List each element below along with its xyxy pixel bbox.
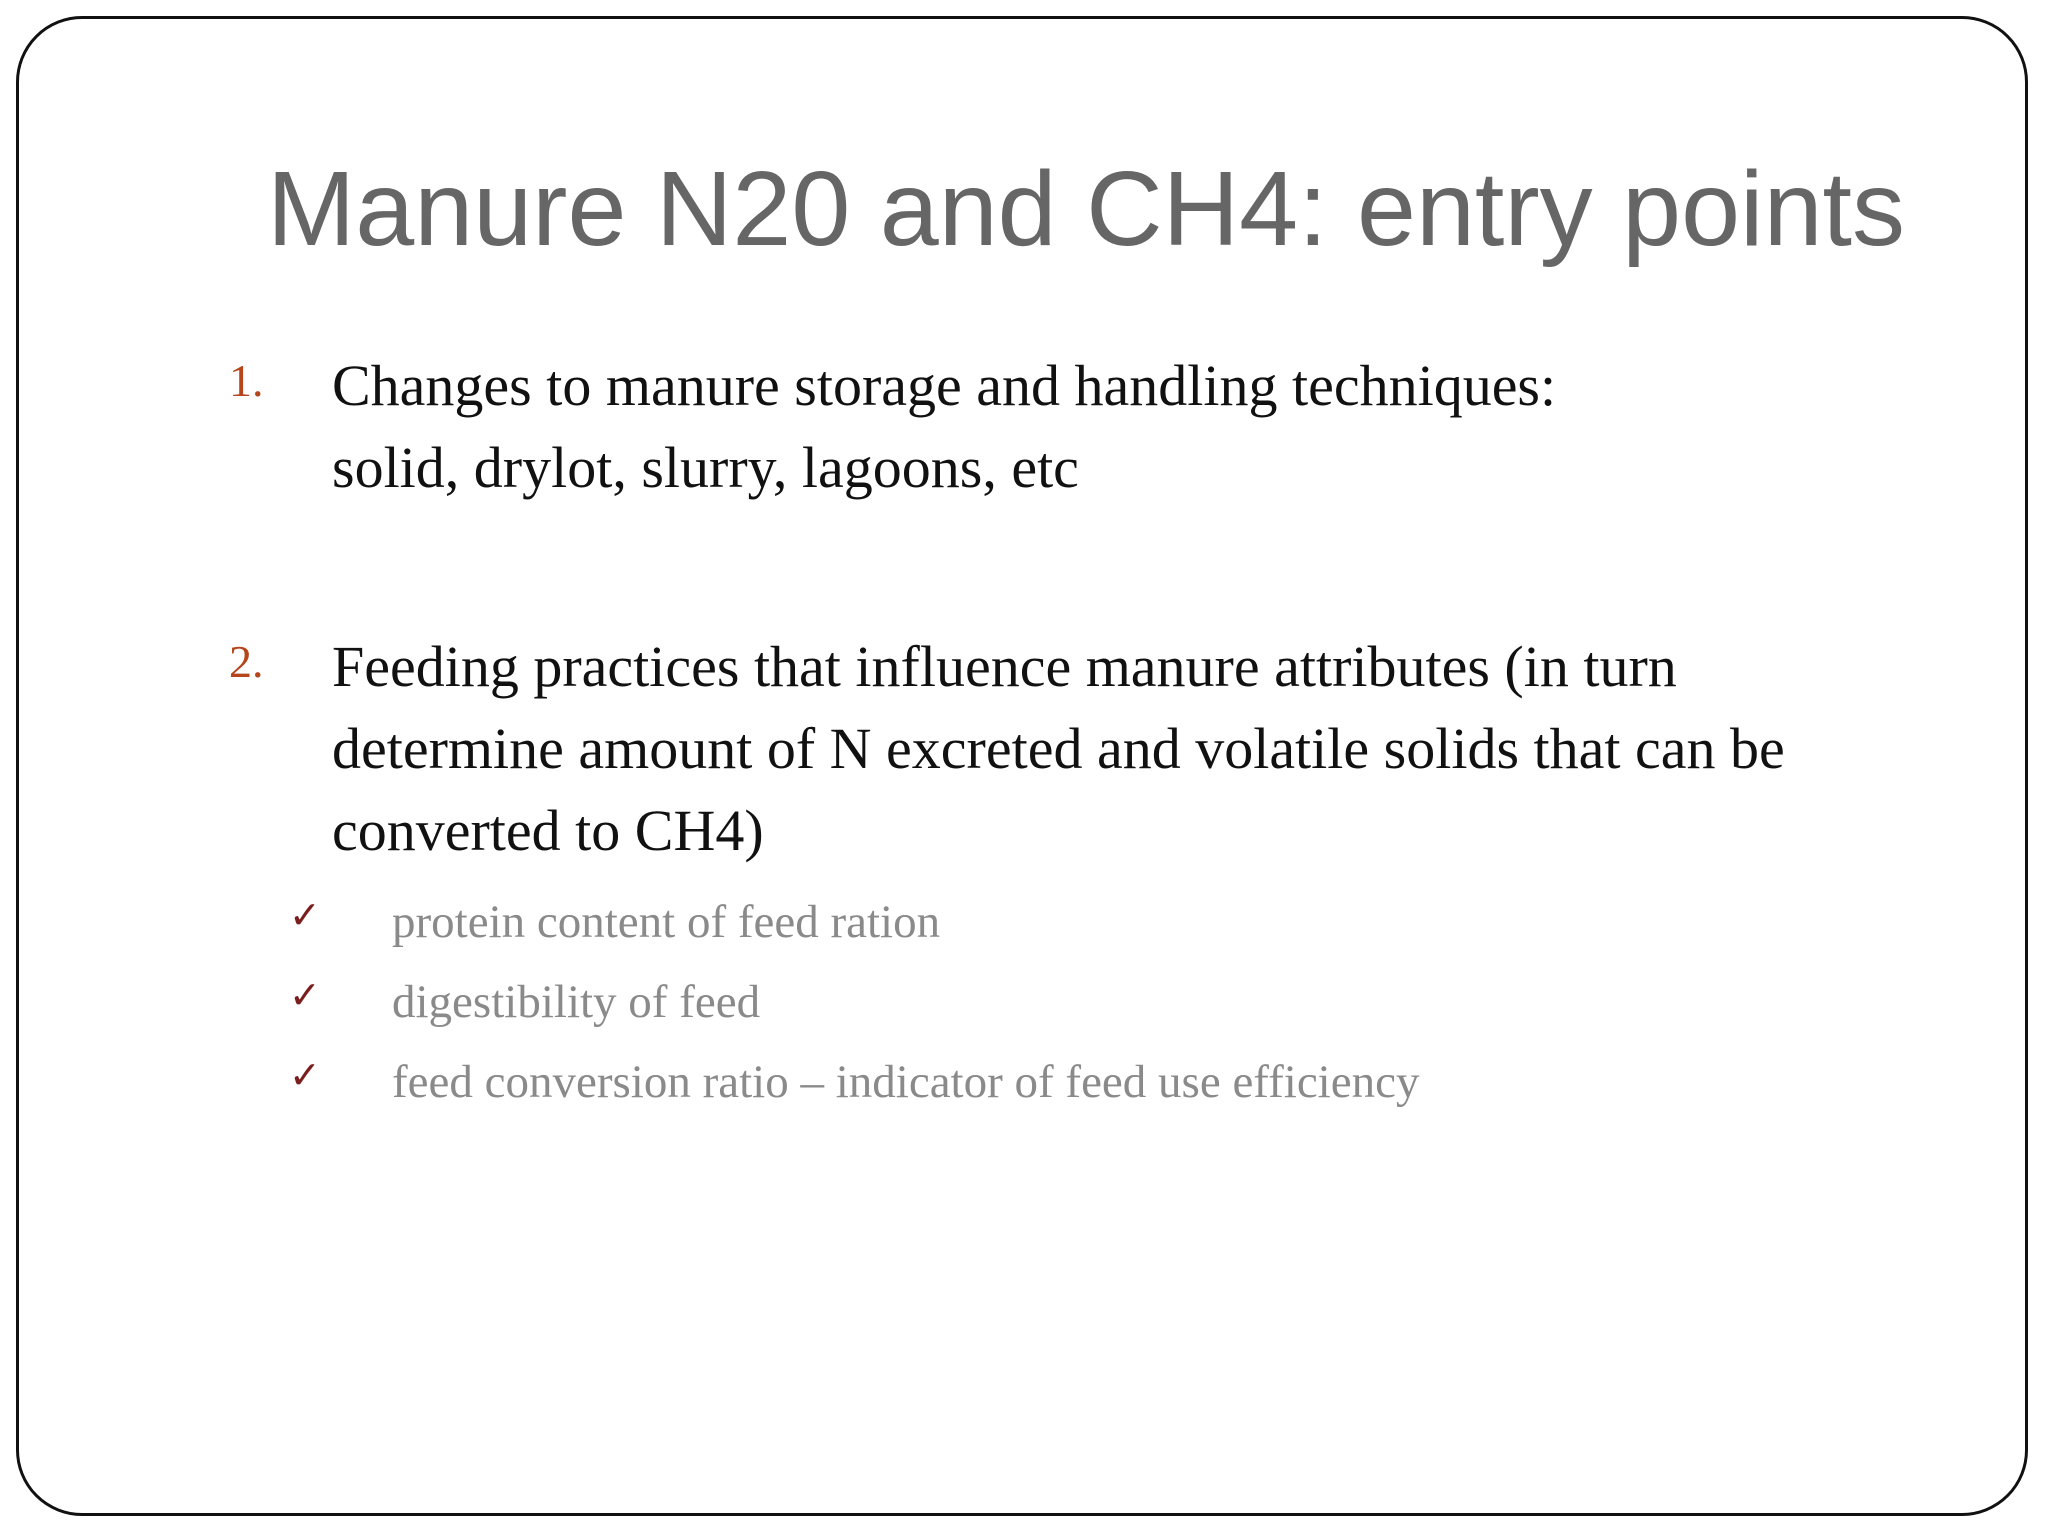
sub-item-text: digestibility of feed	[392, 976, 761, 1028]
checkmark-icon: ✓	[289, 973, 321, 1017]
slide-title: Manure N20 and CH4: entry points	[267, 150, 1905, 268]
list-number: 2.	[229, 636, 264, 687]
sub-item-text: feed conversion ratio – indicator of feed use efficiency	[392, 1056, 1420, 1108]
text-line: Feeding practices that influence manure attributes (in turn	[332, 634, 1677, 699]
sub-item-text: protein content of feed ration	[392, 896, 941, 948]
text-line: converted to CH4)	[332, 798, 764, 863]
slide	[16, 16, 2028, 1516]
numbered-list	[19, 19, 2025, 1513]
text-line: Changes to manure storage and handling techniques:	[332, 353, 1557, 418]
text-line: solid, drylot, slurry, lagoons, etc	[332, 435, 1079, 500]
checkmark-icon: ✓	[289, 893, 321, 937]
text-line: determine amount of N excreted and volatile solids that can be	[332, 716, 1785, 781]
list-number: 1.	[229, 355, 264, 406]
list-item-text	[332, 626, 1932, 872]
checkmark-icon: ✓	[289, 1053, 321, 1097]
list-item-text	[332, 345, 1932, 509]
